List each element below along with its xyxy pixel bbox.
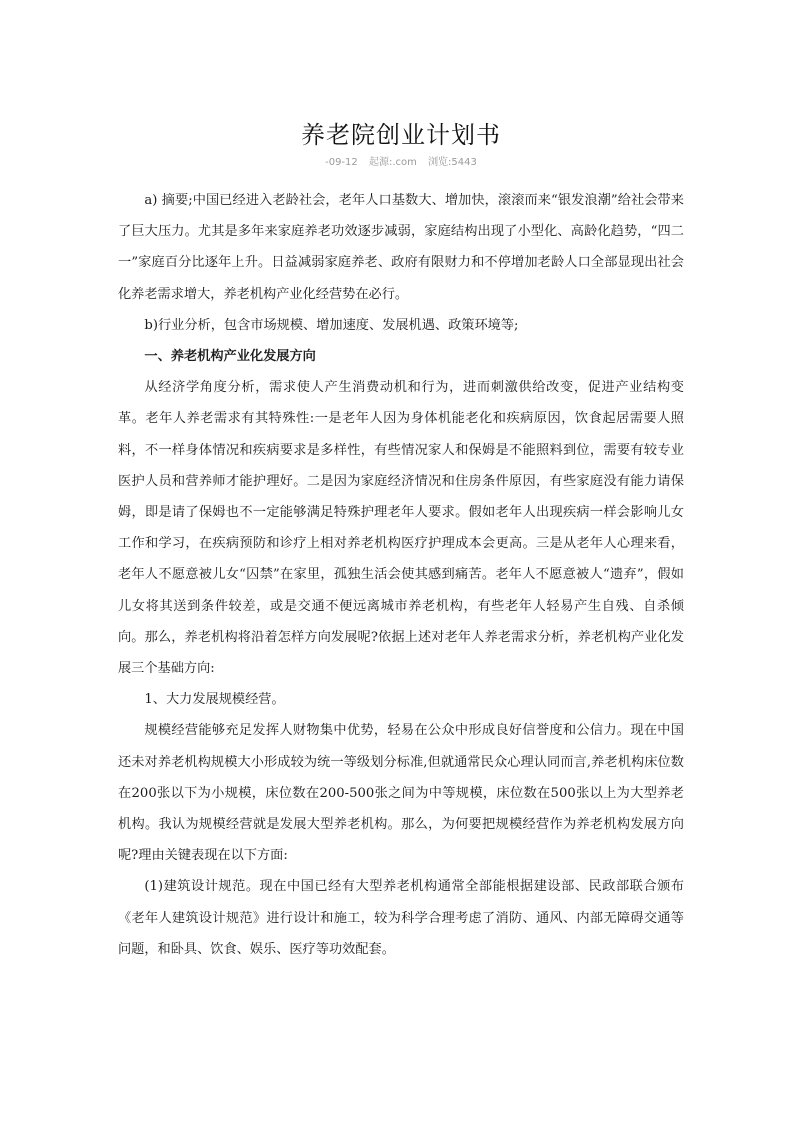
meta-date: -09-12	[325, 157, 358, 168]
meta-source: 起源:.com	[368, 157, 417, 168]
document-page	[118, 118, 684, 965]
paragraph-building-design: (1)建筑设计规范。现在中国已经有大型养老机构通常全部能根据建设部、民政部联合颁布《老年人建筑设计规范》进行设计和施工，较为科学合理考虑了消防、通风、内部无障碍交通等问题，和卧具、饮食、娱乐、医疗等功效配套。	[118, 879, 684, 957]
paragraph-abstract: a) 摘要;中国已经进入老龄社会，老年人口基数大、增加快，滚滚而来“银发浪潮”给社会带来了巨大压力。尤其是多年来家庭养老功效逐步减弱，家庭结构出现了小型化、高龄化趋势，“四二一”家庭百分比逐年上升。日益减弱家庭养老、政府有限财力和不停增加老龄人口全部显现出社会化养老需求增大，养老机构产业化经营势在必行。	[118, 193, 684, 302]
paragraph-scale-operation: 规模经营能够充足发挥人财物集中优势，轻易在公众中形成良好信誉度和公信力。现在中国还未对养老机构规模大小形成较为统一等级划分标准,但就通常民众心理认同而言,养老机构床位数在200张以下为小规模，床位数在200-500张之间为中等规模，床位数在500张以上为大型养老机构。我认为规模经营就是发展大型养老机构。那么，为何要把规模经营作为养老机构发展方向呢?理由关键表现在以下方面:	[118, 723, 684, 864]
document-title: 养老院创业计划书	[301, 121, 501, 149]
meta-views: 浏览:5443	[428, 157, 477, 168]
paragraph-industry-analysis: b)行业分析，包含市场规模、增加速度、发展机遇、政策环境等;	[144, 317, 519, 333]
document-body	[118, 185, 684, 965]
section-heading: 一、养老机构产业化发展方向	[144, 349, 316, 365]
document-meta	[118, 155, 684, 171]
paragraph-demand-analysis: 从经济学角度分析，需求使人产生消费动机和行为，进而刺激供给改变，促进产业结构变革。老年人养老需求有其特殊性:一是老年人因为身体机能老化和疾病原因，饮食起居需要人照料，不一样身体情况和疾病要求是多样性，有些情况家人和保姆是不能照料到位，需要有较专业医护人员和营养师才能护理好。二是因为家庭经济情况和住房条件原因，有些家庭没有能力请保姆，即是请了保姆也不一定能够满足特殊护理老年人要求。假如老年人出现疾病一样会影响儿女工作和学习，在疾病预防和诊疗上相对养老机构医疗护理成本会更高。三是从老年人心理来看，老年人不愿意被儿女“囚禁”在家里，孤独生活会使其感到痛苦。老年人不愿意被人“遗弃”，假如儿女将其送到条件较差，或是交通不便远离城市养老机构，有些老年人轻易产生自残、自杀倾向。那么，养老机构将沿着怎样方向发展呢?依据上述对老年人养老需求分析，养老机构产业化发展三个基础方向:	[118, 380, 684, 677]
paragraph-subheading-scale: 1、大力发展规模经营。	[144, 692, 285, 708]
